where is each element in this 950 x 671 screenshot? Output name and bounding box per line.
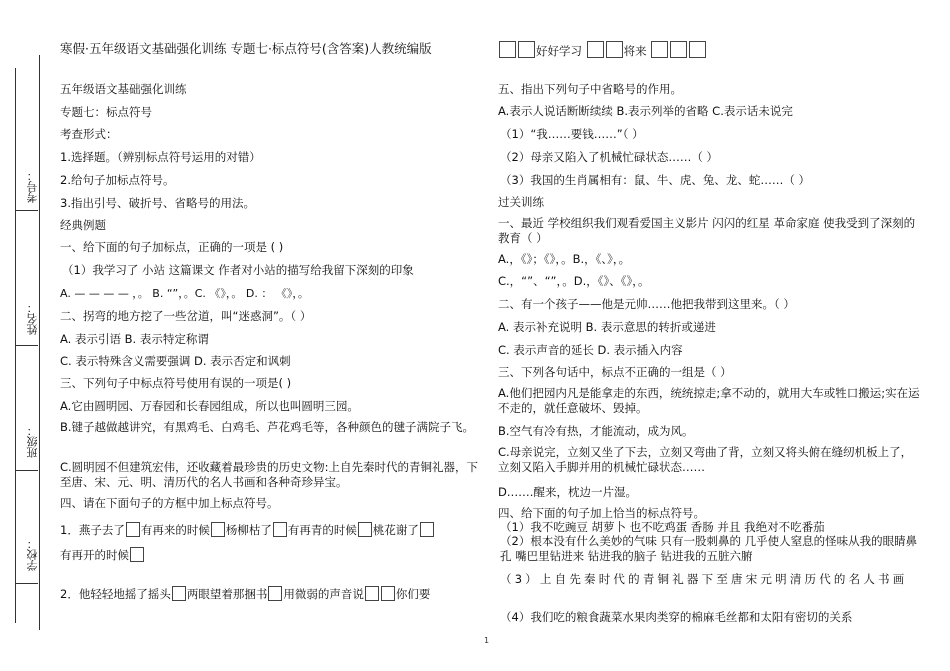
practice-question-2-options-ab: A. 表示补充说明 B. 表示意思的转折或递进 [498, 320, 716, 334]
school-label: 学校： [26, 538, 39, 571]
example-question-4: 四、请在下面句子的方框中加上标点符号。 [60, 496, 279, 510]
answer-box[interactable] [651, 41, 668, 58]
sentence-fragment: 桃花谢了 [372, 523, 419, 537]
example-question-4-item-1 [60, 522, 435, 537]
format-title: 考查形式： [60, 127, 118, 141]
example-question-4-item-1-cont [60, 547, 145, 562]
name-label: 姓名： [26, 302, 39, 335]
question-5: 五、指出下列句子中省略号的作用。 [498, 82, 682, 96]
sentence-fragment: 用微弱的声音说 [283, 587, 364, 601]
practice-question-3-option-a: A.他们把园内凡是能拿走的东西，统统掠走;拿不动的，就用大车或牲口搬运;实在运不走的，就任意破坏、毁掉。 [498, 386, 920, 415]
question-5-item-2: （2）母亲又陷入了机械忙碌状态……（ ） [500, 150, 718, 164]
example-question-3-option-a: A.它由圆明园、万春园和长春园组成，所以也叫圆明三园。 [60, 399, 359, 413]
format-item-3: 3.指出引号、破折号、省略号的用法。 [60, 196, 255, 210]
sentence-fragment: 你们要 [395, 587, 431, 601]
sentence-fragment: 杨柳枯了 [225, 523, 272, 537]
answer-box[interactable] [268, 586, 282, 601]
question-5-item-3: （3）我国的生肖属相有：鼠、牛、虎、兔、龙、蛇……（ ） [500, 173, 810, 187]
sentence-fragment: 2．他轻轻地摇了摇头 [60, 587, 171, 601]
answer-box[interactable] [130, 547, 144, 562]
practice-question-3-option-b: B.空气有冷有热，才能流动，成为风。 [498, 424, 694, 438]
answer-box[interactable] [606, 41, 623, 58]
practice-question-4-item-1: （1）我不吃豌豆 胡萝卜 也不吃鸡蛋 香肠 并且 我绝对不吃番茄 [500, 520, 825, 534]
sentence-fragment: 两眼望着那捆书 [186, 587, 268, 601]
practice-question-4-item-3: （3）上自先秦时代的青铜礼器下至唐宋元明清历代的名人书画 [500, 572, 908, 586]
answer-box[interactable] [381, 586, 395, 601]
answer-box[interactable] [365, 586, 379, 601]
example-question-4-item-2 [60, 586, 430, 601]
answer-box[interactable] [670, 41, 687, 58]
practice-question-3: 三、下列各句话中，标点不正确的一组是（ ） [498, 365, 732, 379]
question-5-item-1: （1）“我……要钱……”（ ） [500, 127, 644, 141]
example-question-2: 二、拐弯的地方挖了一些岔道，叫“迷惑洞”。（ ） [60, 309, 312, 323]
format-item-2: 2.给句子加标点符号。 [60, 173, 175, 187]
answer-box[interactable] [689, 41, 706, 58]
name-blank [16, 345, 38, 346]
page-number: 1 [484, 636, 490, 645]
class-blank [16, 470, 38, 471]
answer-box[interactable] [172, 586, 186, 601]
example-question-1-sentence: （1）我学习了 小站 这篇课文 作者对小站的描写给我留下深刻的印象 [62, 263, 414, 277]
class-label: 班级： [26, 425, 39, 458]
examples-title: 经典例题 [60, 218, 106, 232]
sentence-fragment: 1．燕子去了 [60, 523, 125, 537]
sentence-fragment: 有再来的时候 [140, 523, 210, 537]
answer-box[interactable] [211, 522, 225, 537]
exam-no-blank [16, 210, 38, 211]
doc-title: 寒假·五年级语文基础强化训练 专题七·标点符号(含答案)人教统编版 [60, 41, 432, 56]
practice-question-2-options-cd: C. 表示声音的延长 D. 表示插入内容 [498, 343, 683, 357]
practice-title: 过关训练 [498, 195, 544, 209]
practice-question-1-options-cd: C.，“”、“”，。D.，《》、《》，。 [498, 274, 650, 288]
practice-question-1-options-ab: A.，《》；《》，。B.，《、》，。 [498, 252, 631, 266]
question-5-options: A.表示人说话断断续续 B.表示列举的省略 C.表示话未说完 [498, 104, 793, 118]
practice-question-4-item-2: （2）根本没有什么美妙的气味 只有一股刺鼻的 几乎使人窒息的怪味从我的眼睛鼻孔 嘴巴里钻进来 钻进我的脑子 钻进我的五脏六腑 [500, 534, 918, 563]
answer-box[interactable] [420, 522, 434, 537]
example-question-2-options-cd: C. 表示特殊含义需要强调 D. 表示否定和讽刺 [60, 354, 291, 368]
example-question-3-option-b: B.键子越做越讲究，有黑鸡毛、白鸡毛、芦花鸡毛等，各种颜色的毽子满院子飞。 [60, 420, 475, 434]
answer-box[interactable] [518, 41, 535, 58]
practice-question-3-option-c: C.母亲说完，立刻又坐了下去，立刻又弯曲了背，立刻又将头俯在缝纫机板上了，立刻又陷入手脚并用的机械忙碌状态…… [498, 445, 913, 474]
format-item-1: 1.选择题。（辨别标点符号运用的对错） [60, 150, 261, 164]
practice-question-4-item-4: （4）我们吃的粮食蔬菜水果肉类穿的棉麻毛丝都和太阳有密切的关系 [500, 610, 853, 624]
motto-word-study: 好好学习 [536, 44, 582, 58]
header-motto [498, 41, 707, 58]
example-question-3: 三、下列句子中标点符号使用有误的一项是( ) [60, 376, 292, 390]
answer-box[interactable] [273, 522, 287, 537]
practice-question-3-option-d: D.……醒来，枕边一片湿。 [498, 485, 638, 499]
answer-box[interactable] [587, 41, 604, 58]
left-heading: 五年级语文基础强化训练 [60, 82, 187, 96]
practice-question-1: 一、最近 学校组织我们观看爱国主义影片 闪闪的红星 革命家庭 使我受到了深刻的教育（ ） [498, 216, 916, 245]
answer-box[interactable] [499, 41, 516, 58]
answer-box[interactable] [126, 522, 140, 537]
exam-no-label: 考号： [26, 170, 39, 203]
practice-question-4: 四、给下面的句子加上恰当的标点符号。 [498, 506, 705, 520]
example-question-1-options: A. — — — — ，。 B. “”，。C. 《》，。 D. ： 《》，。 [60, 287, 309, 300]
practice-question-2: 二、有一个孩子——他是元帅……他把我带到这里来。（ ） [498, 297, 795, 311]
school-blank [16, 583, 38, 584]
sentence-fragment: 有再开的时候 [60, 548, 129, 562]
answer-box[interactable] [358, 522, 372, 537]
motto-word-future: 将来 [623, 44, 647, 58]
sentence-fragment: 有再青的时候 [287, 523, 357, 537]
example-question-3-option-c: C.圆明园不但建筑宏伟，还收藏着最珍贵的历史文物:上自先秦时代的青铜礼器，下至唐、宋、元、明、清历代的名人书画和各种奇珍异宝。 [60, 460, 479, 489]
topic-title: 专题七：标点符号 [60, 105, 152, 119]
example-question-1: 一、给下面的句子加标点，正确的一项是 ( ) [60, 240, 284, 254]
example-question-2-options-ab: A. 表示引语 B. 表示特定称谓 [60, 332, 209, 346]
